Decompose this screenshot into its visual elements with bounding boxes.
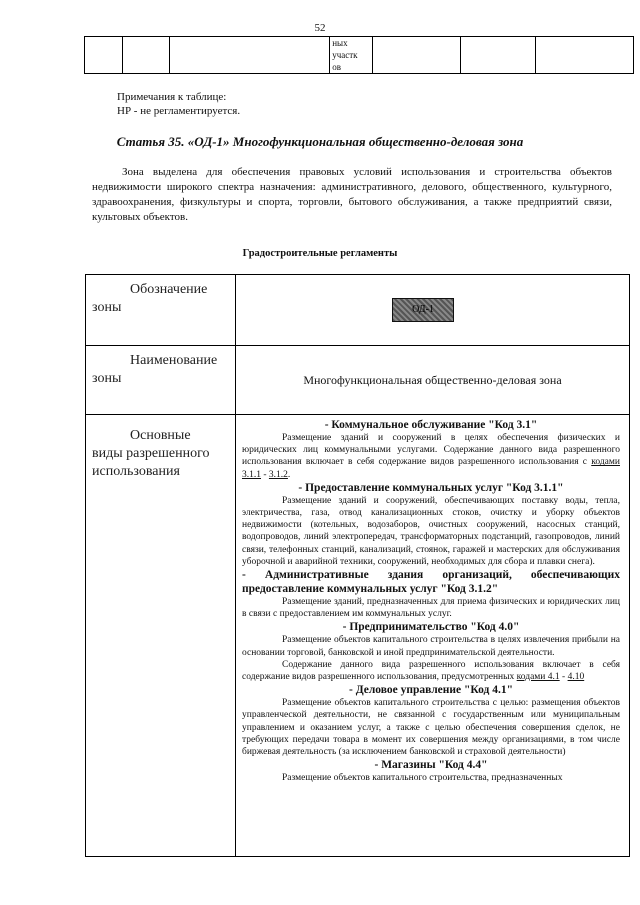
table-cell <box>536 37 634 74</box>
regulations-title: Градостроительные регламенты <box>242 248 398 259</box>
table-row <box>86 415 630 857</box>
permitted-uses-cell <box>236 415 630 857</box>
table-cell <box>460 37 536 74</box>
use-description: Размещение зданий, предназначенных для приема физических и юридических лиц в связи с предоставлением им коммунальных услуг. <box>242 597 620 620</box>
use-description: Размещение объектов капитального строительства, предназначенных <box>282 773 563 784</box>
table-cell <box>372 37 460 74</box>
page-number: 52 <box>314 22 326 34</box>
previous-table-fragment <box>84 36 634 74</box>
use-heading: - Деловое управление "Код 4.1" <box>348 684 514 697</box>
zone-designation-cell <box>236 275 630 346</box>
use-heading: - Административные здания организаций, обеспечивающих предоставление коммунальных услуг "Код 3.1.2" <box>242 569 620 596</box>
zone-designation-label: Обозначение зоны <box>86 275 236 346</box>
table-cell <box>85 37 123 74</box>
use-description: Содержание данного вида разрешенного использования включает в себя содержание видов разрешенного использования, предусмотренных кодами 4.1 - 4.10 <box>242 659 620 683</box>
article-heading: Статья 35. «ОД-1» Многофункциональная общественно-деловая зона <box>116 134 524 149</box>
use-description: Размещение объектов капитального строительства в целях извлечения прибыли на основании торговой, банковской и иной предпринимательской деятельности. <box>242 635 620 658</box>
table-cell <box>169 37 330 74</box>
code-link[interactable]: 3.1.2 <box>268 469 288 480</box>
code-link[interactable]: кодами 3.1.1 <box>242 457 620 480</box>
use-heading: - Предоставление коммунальных услуг "Код 3.1.1" <box>298 481 564 494</box>
regulations-table <box>85 274 630 857</box>
table-cell-text: ных участк ов <box>332 38 358 72</box>
table-cell <box>123 37 169 74</box>
zone-code-badge: ОД-1 <box>392 298 454 322</box>
use-heading: - Коммунальное обслуживание "Код 3.1" <box>324 419 538 431</box>
table-cell <box>330 37 373 74</box>
permitted-uses-label: Основные виды разрешенного использования <box>86 415 236 857</box>
code-link[interactable]: кодами 4.1 <box>516 672 560 683</box>
code-link[interactable]: 4.10 <box>567 672 585 683</box>
use-description: Размещение объектов капитального строительства с целью: размещения объектов управленческой деятельности, не связанной с государственным или муниципальным управлением и оказанием услуг, а также с целью обеспечения совершения сделок, не требующих передачи товара в момент их совершения между организациями, в том числе биржевая деятельность (за исключением банковской и страховой деятельности) <box>242 698 620 758</box>
intro-paragraph: Зона выделена для обеспечения правовых условий использования и строительства объектов недвижимости широкого спектра назначения: административного, делового, общественного, культурного, здравоохранения, физкультуры и спорта, торговли, бытового обслуживания, а также предприятий связи, культовых объектов. <box>92 166 612 223</box>
use-heading: - Предпринимательство "Код 4.0" <box>342 621 520 634</box>
use-description: Размещение зданий и сооружений в целях обеспечения физических и юридических лиц коммунальными услугами. Содержание данного вида разрешенного использования включает в себя содержание видов разрешенного использования с кодами 3.1.1 - 3.1.2. <box>242 433 620 480</box>
table-row <box>86 346 630 415</box>
table-row <box>86 275 630 346</box>
use-description: Размещение зданий и сооружений, обеспечивающих поставку воды, тепла, электричества, газа, отвод канализационных стоков, очистку и уборку объектов недвижимости (котельных, водозаборов, очистных сооружений, насосных станций, водопроводов, линий электропередач, трансформаторных подстанций, газопроводов, линий связи, телефонных станций, канализаций, стоянок, гаражей и мастерских для обслуживания уборочной и аварийной техники, сооружений, необходимых для сбора и плавки снега). <box>242 495 620 567</box>
zone-name: Многофункциональная общественно-деловая зона <box>303 373 562 387</box>
table-notes: Примечания к таблице: НР - не регламентируется. <box>117 91 241 117</box>
use-heading: - Магазины "Код 4.4" <box>374 759 488 772</box>
zone-name-label: Наименование зоны <box>86 346 236 415</box>
zone-name-cell <box>236 346 630 415</box>
